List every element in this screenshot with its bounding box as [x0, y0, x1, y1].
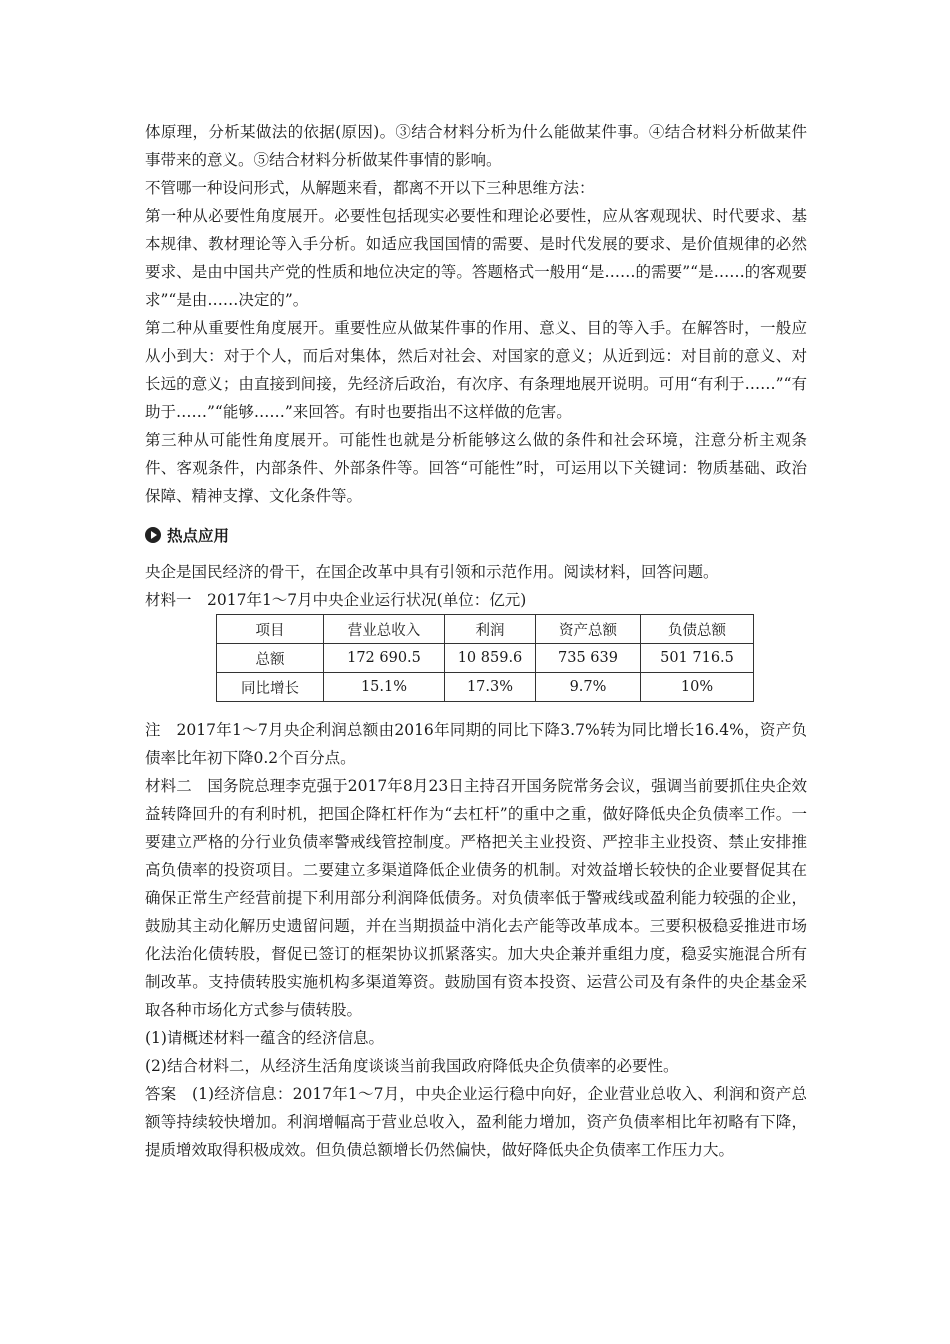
table-row [217, 644, 754, 673]
table-cell: 15.1% [324, 673, 445, 702]
paragraph-possibility: 第三种从可能性角度展开。可能性也就是分析能够这么做的条件和社会环境，注意分析主观条件、客观条件，内部条件、外部条件等。回答“可能性”时，可运用以下关键词：物质基础、政治保障、精神支撑、文化条件等。 [145, 431, 807, 505]
table-cell: 501 716.5 [641, 644, 754, 673]
table-cell: 172 690.5 [324, 644, 445, 673]
section-heading [145, 524, 807, 546]
paragraph-three-methods-intro: 不管哪一种设问形式，从解题来看，都离不开以下三种思维方法： [145, 179, 595, 197]
section-title: 热点应用 [167, 527, 230, 545]
table-cell: 10% [641, 673, 754, 702]
paragraph-material2: 材料二 国务院总理李克强于2017年8月23日主持召开国务院常务会议，强调当前要抓住央企效益转降回升的有利时机，把国企降杠杆作为“去杠杆”的重中之重，做好降低央企负债率工作。一要建立严格的分行业负债率警戒线管控制度。严格把关主业投资、严控非主业投资、禁止安排推高负债率的投资项目。二要建立多渠道降低企业债务的机制。对效益增长较快的企业要督促其在确保正常生产经营前提下利用部分利润降低债务。对负债率低于警戒线或盈利能力较强的企业，鼓励其主动化解历史遗留问题，并在当期损益中消化去产能等改革成本。三要积极稳妥推进市场化法治化债转股，督促已签订的框架协议抓紧落实。加大央企兼并重组力度，稳妥实施混合所有制改革。支持债转股实施机构多渠道筹资。鼓励国有资本投资、运营公司及有条件的央企基金采取各种市场化方式参与债转股。 [145, 777, 807, 1019]
soe-performance-table [216, 614, 754, 702]
paragraph-necessity: 第一种从必要性角度展开。必要性包括现实必要性和理论必要性，应从客观现状、时代要求、基本规律、教材理论等入手分析。如适应我国国情的需要、是时代发展的要求、是价值规律的必然要求、是由中国共产党的性质和地位决定的等。答题格式一般用“是……的需要”“是……的客观要求”“是由……决定的”。 [145, 207, 807, 309]
paragraph-principle-continued: 体原理，分析某做法的依据(原因)。③结合材料分析为什么能做某件事。④结合材料分析做某件事带来的意义。⑤结合材料分析做某件事情的影响。 [145, 123, 807, 169]
question-2: (2)结合材料二，从经济生活角度谈谈当前我国政府降低央企负债率的必要性。 [145, 1057, 679, 1075]
table-cell: 735 639 [536, 644, 641, 673]
table-header-cell: 项目 [217, 615, 324, 644]
document-page [145, 118, 807, 1164]
paragraph-note: 注 2017年1～7月央企利润总额由2016年同期的同比下降3.7%转为同比增长16.4%，资产负债率比年初下降0.2个百分点。 [145, 721, 807, 767]
table-header-cell: 利润 [445, 615, 536, 644]
table-cell: 17.3% [445, 673, 536, 702]
table-cell: 总额 [217, 644, 324, 673]
table-header-row [217, 615, 754, 644]
paragraph-intro: 央企是国民经济的骨干，在国企改革中具有引领和示范作用。阅读材料，回答问题。 [145, 563, 719, 581]
table-header-cell: 营业总收入 [324, 615, 445, 644]
material1-caption: 材料一 2017年1～7月中央企业运行状况(单位：亿元) [145, 591, 527, 609]
play-circle-icon [145, 527, 161, 543]
paragraph-answer: 答案 (1)经济信息：2017年1～7月，中央企业运行稳中向好，企业营业总收入、利润和资产总额等持续较快增加。利润增幅高于营业总收入，盈利能力增加，资产负债率相比年初略有下降，提质增效取得积极成效。但负债总额增长仍然偏快，做好降低央企负债率工作压力大。 [145, 1085, 807, 1159]
question-1: (1)请概述材料一蕴含的经济信息。 [145, 1029, 384, 1047]
paragraph-importance: 第二种从重要性角度展开。重要性应从做某件事的作用、意义、目的等入手。在解答时，一般应从小到大：对于个人，而后对集体，然后对社会、对国家的意义；从近到远：对目前的意义、对长远的意义；由直接到间接，先经济后政治，有次序、有条理地展开说明。可用“有利于……”“有助于……”“能够……”来回答。有时也要指出不这样做的危害。 [145, 319, 807, 421]
table-cell: 同比增长 [217, 673, 324, 702]
table-cell: 9.7% [536, 673, 641, 702]
table-cell: 10 859.6 [445, 644, 536, 673]
table-header-cell: 资产总额 [536, 615, 641, 644]
table-row [217, 673, 754, 702]
table-header-cell: 负债总额 [641, 615, 754, 644]
